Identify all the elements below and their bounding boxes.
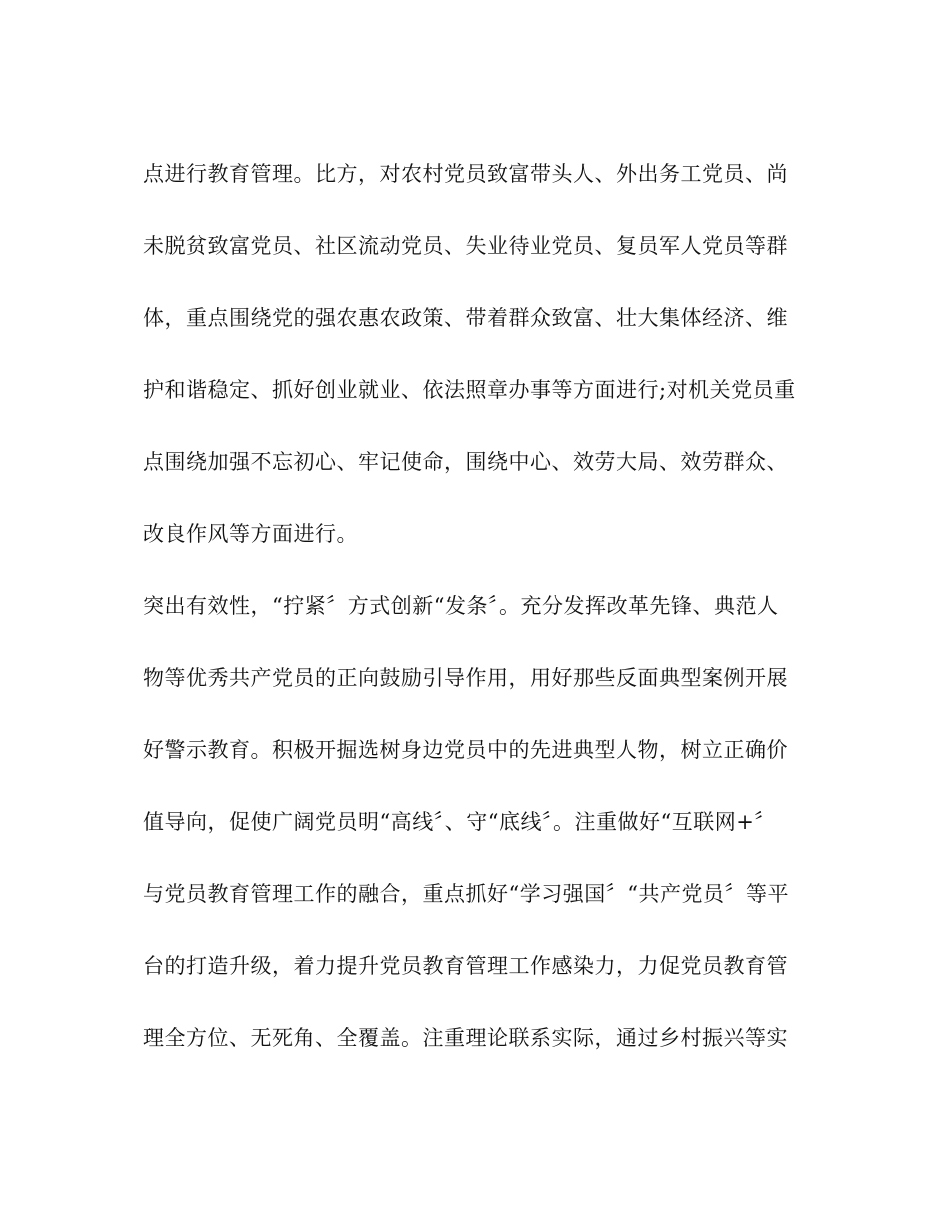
body-text	[143, 138, 813, 1074]
text-line: 理全方位、无死角、全覆盖。注重理论联系实际，通过乡村振兴等实	[143, 1026, 788, 1050]
text-line: 体，重点围绕党的强农惠农政策、带着群众致富、壮大集体经济、维	[143, 306, 788, 330]
text-line: 与党员教育管理工作的融合，重点抓好“学习强国〞“共产党员〞等平	[143, 882, 789, 906]
text-line: 未脱贫致富党员、社区流动党员、失业待业党员、复员军人党员等群	[143, 234, 788, 258]
text-line: 点围绕加强不忘初心、牢记使命，围绕中心、效劳大局、效劳群众、	[143, 450, 788, 474]
text-line: 点进行教育管理。比方，对农村党员致富带头人、外出务工党员、尚	[143, 162, 788, 186]
text-line: 突出有效性，“拧紧〞方式创新“发条〞。充分发挥改革先锋、典范人	[143, 594, 779, 618]
text-line: 好警示教育。积极开掘选树身边党员中的先进典型人物，树立正确价	[143, 738, 788, 762]
text-line: 护和谐稳定、抓好创业就业、依法照章办事等方面进行;对机关党员重	[143, 378, 796, 402]
text-line: 值导向，促使广阔党员明“高线〞、守“底线〞。注重做好“互联网+〞	[143, 810, 776, 834]
text-line: 台的打造升级，着力提升党员教育管理工作感染力，力促党员教育管	[143, 954, 788, 978]
text-line: 物等优秀共产党员的正向鼓励引导作用，用好那些反面典型案例开展	[143, 666, 788, 690]
text-line: 改良作风等方面进行。	[143, 522, 358, 546]
